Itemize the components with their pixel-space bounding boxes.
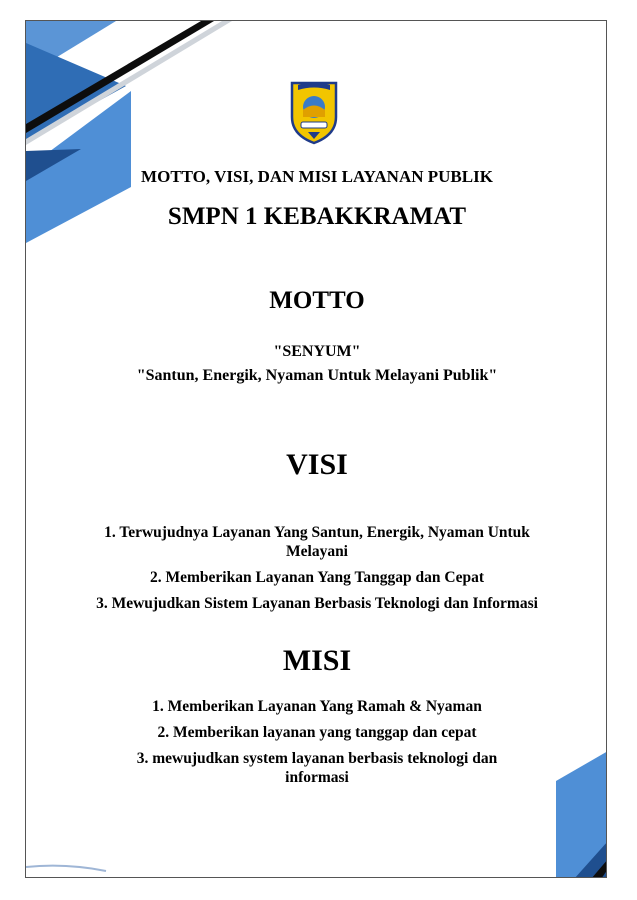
misi-item: 1. Memberikan Layanan Yang Ramah & Nyaman [152, 698, 482, 715]
motto-expansion: "Santun, Energik, Nyaman Untuk Melayani Publik" [136, 367, 498, 384]
visi-list [26, 523, 607, 620]
visi-heading: VISI [286, 448, 348, 481]
misi-list [26, 697, 607, 794]
school-name-title: SMPN 1 KEBAKKRAMAT [167, 203, 467, 230]
document-header-line: MOTTO, VISI, DAN MISI LAYANAN PUBLIK [141, 167, 493, 186]
visi-item: 2. Memberikan Layanan Yang Tanggap dan Cepat [149, 569, 485, 586]
misi-heading: MISI [282, 644, 352, 677]
bottom-left-wave-line [26, 866, 106, 871]
document-page [25, 20, 607, 878]
visi-item: 1. Terwujudnya Layanan Yang Santun, Energik, Nyaman Untuk Melayani [104, 524, 530, 560]
misi-item: 2. Memberikan layanan yang tanggap dan cepat [157, 724, 477, 741]
visi-item: 3. Mewujudkan Sistem Layanan Berbasis Teknologi dan Informasi [96, 595, 538, 612]
school-emblem-shield-icon [288, 77, 340, 145]
motto-heading: MOTTO [269, 287, 365, 314]
misi-item: 3. mewujudkan system layanan berbasis teknologi dan informasi [136, 750, 498, 786]
motto-quote: "SENYUM" [273, 343, 361, 360]
